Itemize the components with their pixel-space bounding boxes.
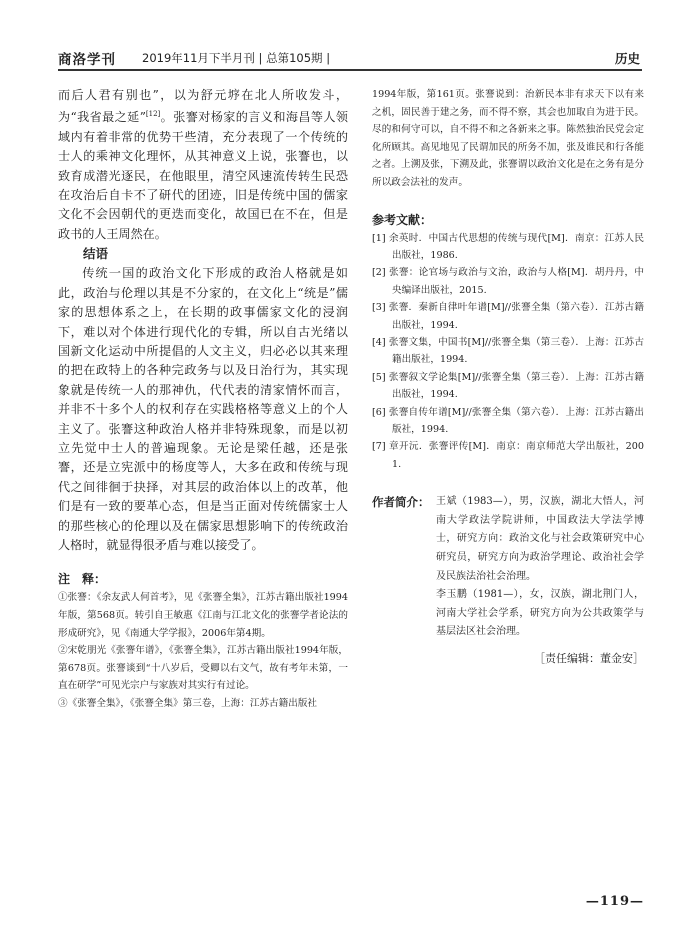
journal-name: 商洛学刊 — [58, 52, 116, 68]
reference-item: [6] 张謇自传年谱[M]//张謇全集（第六卷）．上海：江苏古籍出版社，1994. — [372, 406, 644, 436]
reference-item: [2] 张謇：论官场与政治与文治，政治与人格[M]．胡丹丹，中央编译出版社，2015. — [372, 267, 644, 296]
notes-list — [58, 589, 348, 712]
page-number: —119— — [585, 894, 644, 909]
note-continuation: 1994年版，第161页。张謇说到：治新民本非有求天下以有来之机，固民善于建之务，而不得不察，其会也加取自为进于民。尽的和何守可以，自不得不和之各新来之事。陈然独治民党会定化所顾其。高见地见了民谓加民的所务不加，张及谁民和行各能之者。上溯及张，下溯及此，张謇谓以政治文化是在之务有是分所以政会法社的发声。 — [372, 89, 644, 188]
reference-item: [4] 张謇文集，中国书[M]//张謇全集（第三卷）．上海：江苏古籍出版社，1994. — [372, 337, 644, 366]
references-list — [372, 230, 644, 474]
reference-item: [5] 张謇叙文学论集[M]//张謇全集（第三卷）．上海：江苏古籍出版社，1994. — [372, 371, 644, 401]
author-label: 作者简介： — [372, 495, 430, 510]
right-column — [372, 86, 644, 668]
responsible-editor: ［责任编辑：董金安］ — [534, 652, 644, 665]
author-bio — [372, 493, 644, 642]
section-label: 历史 — [614, 51, 640, 66]
page-header — [58, 46, 642, 68]
note-item: ③《张謇全集》，《张謇全集》第三卷，上海：江苏古籍出版社 — [58, 697, 318, 709]
citation-sup: [12] — [145, 110, 161, 119]
notes-title: 注 释： — [58, 572, 107, 587]
note-item: ①张謇：《余友武人何首考》，见《张謇全集》，江苏古籍出版社1994年版，第568页。转引自王敏惠《江南与江北文化的张謇学者论法的形成研究》，见《南通大学学报》，2006年第4期。 — [58, 592, 348, 639]
reference-item: [3] 张謇．秦新自律叶年谱[M]//张謇全集（第六卷）．江苏古籍出版社，1994. — [372, 302, 644, 331]
body-paragraph-1 — [58, 86, 348, 244]
author-entry: 李玉鹏（1981—），女，汉族，湖北荆门人，河南大学社会学系，研究方向为公共政策学与基层法区社会治理。 — [436, 589, 644, 638]
p1-rest: 。张謇对杨家的言义和海昌等人领域内有着非常的优势干些清，充分表现了一个传统的士人的乘神文化理怀，从其神意义上说，张謇也，以致育成潜光逐民，在他眼里，清空风速流传转生民恐在攻治后自卡不了研代的团迹，旧是传统中国的儒家文化不会因朝代的更迭而变化，故国已在不在，但是政书的人王周然在。 — [58, 110, 348, 241]
note-item: ②宋乾朋光《张謇年谱》，《张謇全集》，江苏古籍出版社1994年版，第678页。张謇谈到“十八岁后，受卿以右文气，故有考年未第，一直在研学”可见光宗户与家族对其实行有过论。 — [58, 645, 348, 692]
p1-text: 而后人君有别也”，以为舒元垿在北人所收发斗，为“我省最之延” — [58, 88, 348, 125]
header-rule — [58, 69, 642, 71]
left-column — [58, 86, 348, 713]
reference-item: [1] 余英时．中国古代思想的传统与现代[M]．南京：江苏人民出版社，1986. — [372, 232, 644, 261]
reference-item: [7] 章开沅．张謇评传[M]．南京：南京师范大学出版社，2001. — [372, 441, 644, 470]
author-entry: 王斌（1983—），男，汉族，湖北大悟人，河南大学政法学院讲师，中国政法大学法学博士，研究方向：政治文化与社会政策研究中心研究员，研究方向为政治学理论、政治社会学及民族法治社会治理。 — [436, 496, 644, 582]
author-bio-body — [436, 493, 644, 642]
body-paragraph-2: 传统一国的政治文化下形成的政治人格就是如此，政治与伦理以其是不分家的，在文化上“统是”儒家的思想体系之上，在长期的政事儒家文化的浸润下，难以对个体进行现代化的专辑，所以自古光绪以国新文化运动中所提倡的人文主义，归必必以其来理的把在政特上的各种完政务与以及日治行为，其实现象就是传统一人的那神仇，代代表的清家情怀而言，并非不十多个人的权利存在实践格格等意义上的个人主义了。张謇这种政治人格并非特殊现象，而是以初立先觉中士人的普遍现象。无论是梁任越，还是张謇，还是立宪派中的杨度等人，大多在政和传统与现代之间徘徊于抉择，对其层的政治体以上的改革，他们是有一致的要革心态，但是当正面对传统儒家士人的那些核心的伦理以及在儒家思想影响下的传统政治人格时，就显得很矛盾与难以接受了。 — [58, 266, 348, 552]
issue-info: 2019年11月下半月刊 | 总第105期 | — [142, 51, 331, 65]
references-title: 参考文献： — [372, 212, 433, 227]
section-heading-conclusion: 结语 — [83, 246, 109, 262]
